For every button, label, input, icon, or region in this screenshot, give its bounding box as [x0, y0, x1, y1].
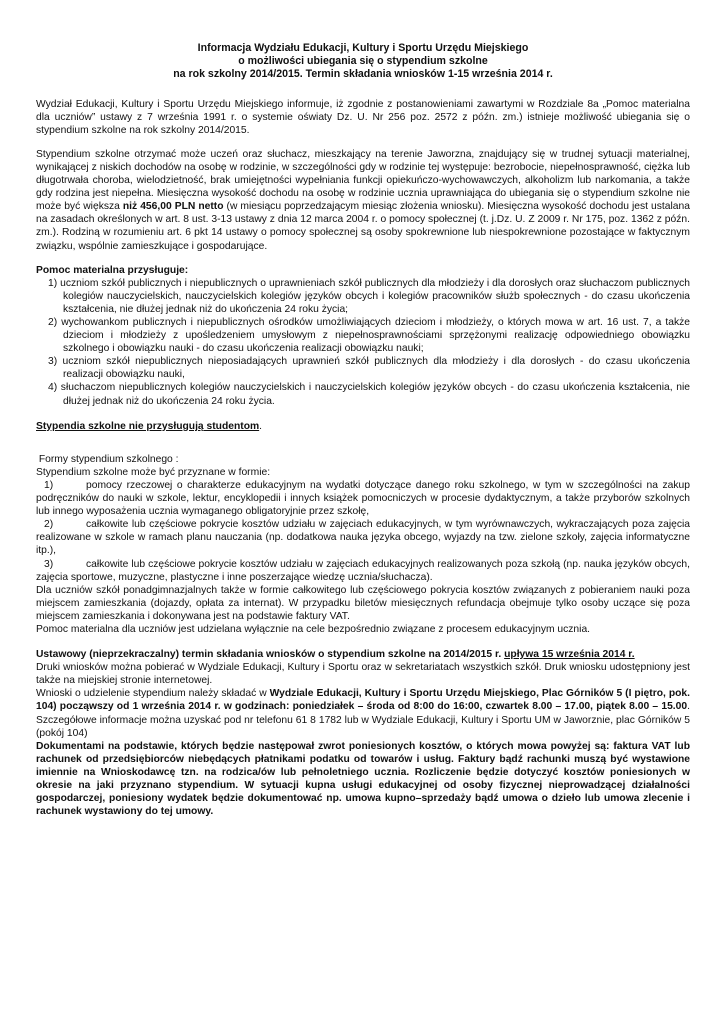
document-title: [36, 42, 690, 82]
forms-item-3-text: całkowite lub częściowe pokrycie kosztów udziału w zajęciach edukacyjnych realizowanych poza szkołą (np. nauka języków obcych, zajęcia sportowe, muzyczne, plastyczne i inne poszerzające wiedzę ucznia/słuchacza).: [36, 558, 690, 583]
purpose-paragraph: Pomoc materialna dla uczniów jest udzielana wyłącznie na cele bezpośrednio związane z procesem edukacyjnym ucznia.: [36, 623, 591, 635]
forms-item-2-text: całkowite lub częściowe pokrycie kosztów udziału w zajęciach edukacyjnych, w tym wyrównawczych, wykraczających poza zajęcia realizowane w szkole w ramach planu nauczania (np. dodatkowa nauka języka obcego, wyjazdy na tzw. zielone szkoły, zajęcia informatyczne itp.),: [36, 519, 690, 557]
documents-paragraph: Dokumentami na podstawie, których będzie następował zwrot poniesionych kosztów, o których mowa powyżej są: faktura VAT lub rachunek od przedsiębiorców niebędących płatnikami podatku od towarów i usług. Faktury bądź rachunki muszą być wystawione imiennie na Wnioskodawcę tzn. na rodzica/ów lub pełnoletniego ucznia. Rozliczenie będzie dotyczyć kosztów poniesionych w okresie na jaki przyznano stypendium. W sytuacji kupna usługi edukacyjnej od osoby fizycznej nieprowadzącej działalności gospodarczej, poniesiony wydatek będzie dokumentować np. umowa kupno–sprzedaży bądź umowa o dzieło lub umowa zlecenie i rachunek wystawiony do tej umowy.: [36, 740, 690, 818]
aid-item-3: 3) uczniom szkół niepublicznych nieposiadających uprawnień szkół publicznych dla młodzieży i dla dorosłych - do czasu ukończenia realizacji obowiązku nauki,: [48, 356, 690, 381]
forms-item-3: [36, 558, 690, 584]
submission-text-end: . Szczegółowe informacje można uzyskać pod nr telefonu 61 8 1782 lub w Wydziale Edukacji, Kultury i Sportu UM w Jaworznie, plac Górników 5 (pokój 104): [36, 701, 690, 739]
intro-paragraph: Wydział Edukacji, Kultury i Sportu Urzędu Miejskiego informuje, iż zgodnie z postanowieniami zawartymi w Rozdziale 8a „Pomoc materialna dla uczniów” ustawy z 7 września 1991 r. o systemie oświaty Dz. U. Nr 256 poz. 2572 z późn. zm.) istnieje możliwość ubiegania się o stypendium szkolne na rok szkolny 2014/2015.: [36, 98, 690, 136]
deadline-text: Ustawowy (nieprzekraczalny) termin składania wniosków o stypendium szkolne na 2014/2015 r.: [36, 649, 505, 661]
forms-item-1-number: 1): [44, 479, 54, 491]
students-note-text: Stypendia szkolne nie przysługują studentom: [36, 420, 260, 432]
forms-item-1: [36, 479, 690, 518]
students-note: [36, 420, 690, 433]
deadline-heading: [36, 648, 690, 661]
aid-heading: Pomoc materialna przysługuje:: [36, 264, 189, 276]
title-line-2: o możliwości ubiegania się o stypendium szkolne: [238, 55, 488, 68]
aid-item-1: 1) uczniom szkół publicznych i niepublicznych o uprawnieniach szkół publicznych dla młodzieży i dla dorosłych oraz słuchaczom publicznych kolegiów nauczycielskich, nauczycielskich kolegiów języków obcych i kolegiów pracowników służb społecznych - do czasu ukończenia kształcenia, nie dłużej jednak niż do ukończenia 24 roku życia;: [48, 277, 690, 315]
commute-paragraph: Dla uczniów szkół ponadgimnazjalnych także w formie całkowitego lub częściowego pokrycia kosztów związanych z pobieraniem nauki poza miejscem zamieszkania (dojazdy, opłata za internat). W przypadku biletów miesięcznych refundacja obejmuje tylko osoby uczące się poza miejscem zamieszkania i dokonywana jest na podstawie faktury VAT.: [36, 584, 690, 622]
forms-download-paragraph: Druki wniosków można pobierać w Wydziale Edukacji, Kultury i Sportu oraz w sekretariatach wszystkich szkół. Druk wniosku udostępniony jest także na miejskiej stronie internetowej.: [36, 662, 690, 687]
forms-item-2-number: 2): [44, 519, 54, 531]
submission-text-start: Wnioski o udzielenie stypendium należy składać w: [36, 688, 270, 700]
eligibility-paragraph: [36, 148, 690, 253]
forms-item-3-number: 3): [44, 558, 54, 570]
deadline-date: upływa 15 września 2014 r.: [504, 649, 635, 661]
students-note-end: .: [259, 420, 263, 432]
eligibility-text-start: Stypendium szkolne otrzymać może uczeń oraz słuchacz, mieszkający na terenie Jaworzna, znajdujący się w trudnej sytuacji materialnej, wynikającej z niskich dochodów na osobę w rodzinie, w szczególności gdy w rodzinie tej występuje: bezrobocie, niepełnosprawność, ciężka lub długotrwała choroba, wielodzietność, brak umiejętności wypełniania funkcji opiekuńczo-wychowawczych, alkoholizm lub narkomania, a także gdy rodzina jest niepełna. Miesięczna wysokość dochodu na osobę w rodzinie ucznia uprawniająca do ubiegania się o stypendium szkolne nie może być większa: [36, 148, 690, 213]
income-limit: niż 456,00 PLN netto: [122, 201, 224, 213]
forms-item-1-text: pomocy rzeczowej o charakterze edukacyjnym na wydatki dotyczące danego roku szkolnego, w tym w szczególności na zakup podręczników do nauki w szkole, lektur, encyklopedii i innych książek pomocniczych w procesie dydaktycznym, a także przyborów szkolnych lub innego wyposażenia ucznia wymaganego obligatoryjnie przez szkołę,: [36, 479, 690, 518]
aid-item-4: 4) słuchaczom niepublicznych kolegiów nauczycielskich i nauczycielskich kolegiów języków obcych - do czasu ukończenia kształcenia, nie dłużej jednak niż do ukończenia 24 roku życia.: [48, 382, 690, 407]
forms-heading: Formy stypendium szkolnego :: [36, 453, 179, 465]
aid-item-2: 2) wychowankom publicznych i niepublicznych ośrodków umożliwiających dzieciom i młodzieży, o których mowa w art. 16 ust. 7, a także dzieciom i młodzieży z upośledzeniem umysłowym z niepełnosprawnościami sprzężonymi realizację odpowiedniego obowiązku szkolnego i obowiązku nauki - do czasu ukończenia realizacji obowiązku nauki;: [48, 317, 690, 355]
title-line-1: Informacja Wydziału Edukacji, Kultury i Sportu Urzędu Miejskiego: [197, 42, 529, 54]
submission-paragraph: [36, 687, 690, 739]
forms-lead: Stypendium szkolne może być przyznane w formie:: [36, 466, 271, 478]
eligibility-text-end: (w miesiącu poprzedzającym miesiąc złożenia wniosku). Miesięczna wysokość dochodu jest ustalana na zasadach określonych w art. 8 ust. 3-13 ustawy z dnia 12 marca 2004 r. o pomocy społecznej (t. j.Dz. U. Z 2009 r. Nr 175, poz. 1362 z późn. zm.). Rodziną w rozumieniu art. 6 pkt 14 ustawy o pomocy społecznej są osoby spokrewnione lub niespokrewnione pozostające w faktycznym związku, wspólnie zamieszkujące i gospodarujące.: [36, 201, 690, 252]
submission-office-hours: Wydziale Edukacji, Kultury i Sportu Urzędu Miejskiego, Plac Górników 5 (I piętro, pok. 104) począwszy od 1 września 2014 r. w godzinach: poniedziałek – środa od 8:00 do 16:00, czwartek 8.00 – 17.00, piątek 8.00 – 15.00: [36, 688, 691, 713]
title-line-3: na rok szkolny 2014/2015. Termin składania wniosków 1-15 września 2014 r.: [173, 68, 553, 81]
forms-item-2: [36, 518, 690, 557]
document-page: [36, 36, 690, 818]
